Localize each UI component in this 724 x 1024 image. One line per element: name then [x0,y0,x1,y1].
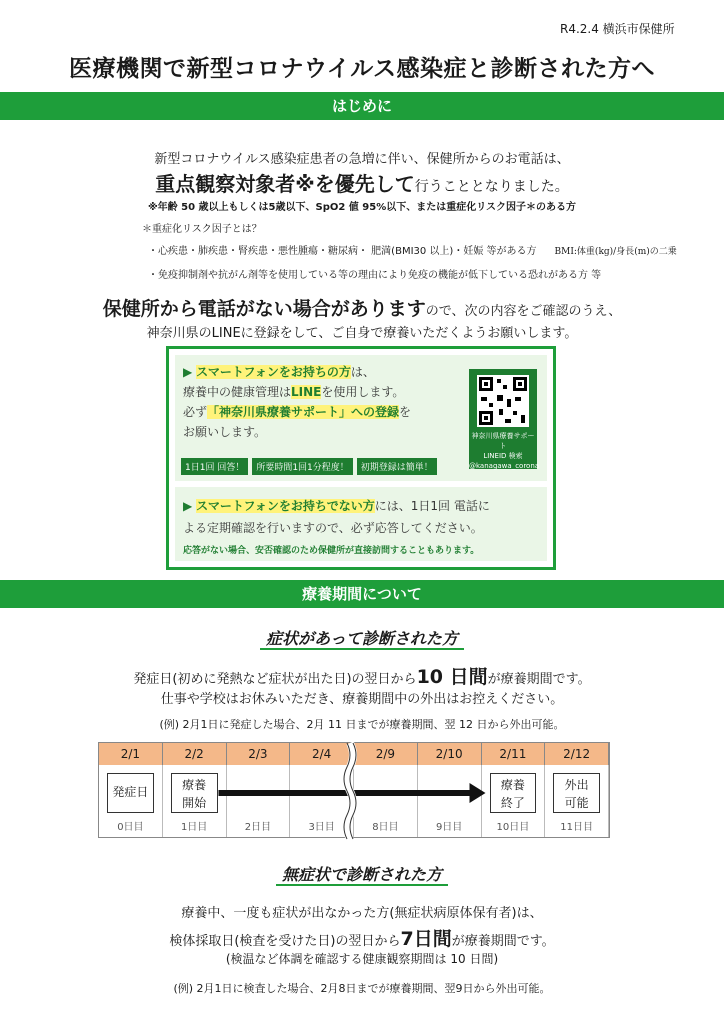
smart-title: スマートフォンをお持ちの方 [196,365,351,379]
intro-line3: ※年齢 50 歳以上もしくは5歳以下、SpO2 値 95%以下、または重症化リスク因子＊のある方 [147,202,577,213]
timeline-day: 10日目 [496,822,530,833]
sym-line1 [0,662,724,689]
page-title: 医療機関で新型コロナウイルス感染症と診断された方へ [68,56,656,82]
smart-line2 [183,383,404,400]
isolation-timeline [98,742,610,838]
timeline-box: 療養 終了 [490,773,537,813]
timeline-day: 1日目 [180,822,208,833]
intro-line2-rest: 行うこととなりました。 [414,179,569,195]
triangle-icon: ▶ [183,365,193,379]
timeline-date: 2/4 [290,743,354,765]
smart-l3c: を [399,405,412,419]
sym-line2: 仕事や学校はお休みいただき、療養期間中の外出はお控えください。 [160,692,564,707]
smart-l2a: 療養中の健康管理は [183,385,292,399]
tag-one-minute: 所要時間1回1分程度！ [252,458,352,475]
asym-l2b: 7日間 [400,928,452,950]
smart-line1 [183,363,375,380]
timeline-date: 2/2 [163,743,227,765]
smart-l3a: 必ず [183,405,208,419]
intro-line2-bold: 重点観察対象者※を優先して [155,172,415,196]
no-smartphone-panel [175,487,547,561]
no-call-bold: 保健所から電話がない場合があります [102,298,426,320]
risk-item-2: ・免疫抑制剤や抗がん剤等を使用している等の理由により免疫の機能が低下している恐れがある方 等 [148,270,602,281]
timeline-date: 2/12 [545,743,609,765]
no-call-line [0,294,724,321]
timeline-box: 外出 可能 [553,773,600,813]
symptomatic-title: 症状があって診断された方 [260,629,464,650]
timeline-day: 9日目 [435,822,463,833]
period-band: 療養期間について [0,580,724,608]
asymptomatic-heading [0,862,724,885]
qr-code-icon[interactable] [477,375,529,427]
nosmart-line1 [183,497,490,514]
sym-l1c: が療養期間です。 [487,672,591,687]
timeline-date: 2/9 [354,743,418,765]
line-request: 神奈川県のLINEに登録をして、ご自身で療養いただくようお願いします。 [146,326,578,341]
asym-example: (例) 2月1日に検査した場合、2月8日までが療養期間、翌9日から外出可能。 [173,982,551,995]
nosmart-rest: には、1日1回 電話に [374,499,490,513]
qr-caption-1: 神奈川県療養サポート [471,432,535,450]
smart-l2c: を使用します。 [321,385,405,399]
smart-l2b: LINE [291,385,322,399]
arrow-right-icon [99,765,609,839]
smart-title-rest: は、 [350,365,375,379]
asym-l2a: 検体採取日(検査を受けた日)の翌日から [169,934,401,949]
smart-l3b: 「神奈川県療養サポート」への登録 [207,405,400,419]
timeline-date: 2/1 [99,743,163,765]
qr-caption-2: LINEID 検索 [483,452,523,460]
tag-once-daily: 1日1回 回答！ [181,458,248,475]
no-call-rest: ので、次の内容をご確認のうえ、 [425,304,622,319]
line-info-box [166,346,556,570]
asym-line2 [0,924,724,951]
asym-l2c: が療養期間です。 [451,934,555,949]
risk-item-1 [148,242,677,257]
timeline-date: 2/11 [482,743,546,765]
sym-l1a: 発症日(初めに発熱など症状が出た日)の翌日から [133,672,417,687]
timeline-day: 3日目 [308,822,335,833]
nosmart-line2: よる定期確認を行いますので、必ず応答してください。 [183,521,483,535]
timeline-day: 0日目 [117,822,144,833]
timeline-day: 8日目 [372,822,399,833]
asymptomatic-title: 無症状で診断された方 [276,865,448,886]
sym-l1b: 10 日間 [416,666,488,688]
smart-line3 [183,403,411,420]
intro-band: はじめに [0,92,724,120]
line-qr-panel[interactable] [469,369,540,470]
triangle-icon: ▶ [183,499,193,513]
nosmart-title: スマートフォンをお持ちでない方 [196,499,375,513]
timeline-day: 11日目 [560,822,593,833]
asym-line1: 療養中、一度も症状が出なかった方(無症状病原体保有者)は、 [181,906,543,921]
symptomatic-heading [0,626,724,649]
smart-line4: お願いします。 [183,425,267,439]
asym-line3: (検温など体調を確認する健康観察期間は 10 日間) [225,952,499,966]
tag-row [181,455,441,475]
tag-easy-register: 初期登録は簡単！ [357,458,437,475]
bmi-note: BMI:体重(kg)/身長(m)の二乗 [554,247,677,257]
qr-caption-3: @kanagawa_corona [469,462,540,470]
intro-line2 [0,168,724,197]
timeline-day: 2日目 [244,822,272,833]
date-issuer: R4.2.4 横浜市保健所 [560,22,675,36]
nosmart-line3: 応答がない場合、安否確認のため保健所が直接訪問することもあります。 [183,546,480,556]
risk-question: ＊重症化リスク因子とは？ [142,224,262,235]
timeline-date: 2/3 [227,743,291,765]
timeline-box: 発症日 [107,773,154,813]
intro-line1: 新型コロナウイルス感染症患者の急増に伴い、保健所からのお電話は、 [154,152,570,167]
timeline-date: 2/10 [418,743,482,765]
sym-example: (例) 2月1日に発症した場合、2月 11 日までが療養期間、翌 12 日から外出可能。 [159,718,565,731]
risk-item-1-text: ・心疾患・肺疾患・腎疾患・悪性腫瘍・糖尿病・ 肥満(BMI30 以上)・妊娠 等がある方 [148,246,537,257]
smartphone-panel [175,355,547,481]
qr-caption [469,431,540,471]
timeline-box: 療養 開始 [171,773,218,813]
